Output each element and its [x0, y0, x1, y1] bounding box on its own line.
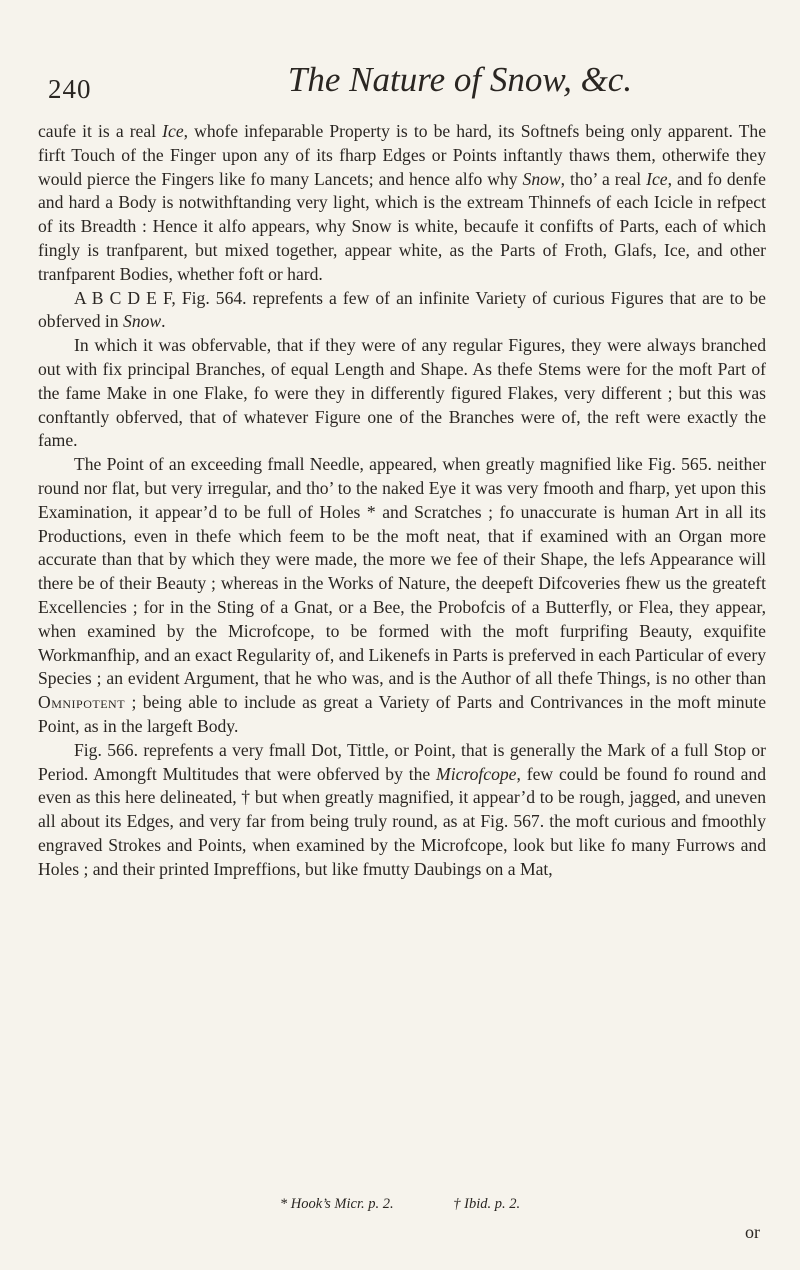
paragraph-3: In which it was obfervable, that if they were of any regular Figures, they were always branched out with fix principal Branches, of equal Length and Shape. As thefe Stems were for the moft Part of the fame Make in one Flake, fo were they in differently figured Flakes, very different ; but this was conftantly obferved, that of whatever Figure one of the Branches were of, the reft were exactly the fame. — [38, 335, 766, 451]
paragraph-5: Fig. 566. reprefents a very fmall Dot, Tittle, or Point, that is generally the Mark of a full Stop or Period. Amongft Multitudes that were obferved by the Microfcope, few could be found fo round and even as this here delineated, † but when greatly magnified, it appear’d to be rough, jagged, and uneven all about its Edges, and very far from being truly round, as at Fig. 567. the moft curious and fmoothly engraved Strokes and Points, when examined by the Microfcope, look but like fo many Furrows and Holes ; and their printed Impreffions, but like fmutty Daubings on a Mat, — [38, 739, 767, 879]
page-header — [40, 60, 760, 116]
italic-term: Ice — [162, 121, 184, 141]
small-caps-term: Omnipotent — [38, 692, 126, 713]
footnotes — [0, 1196, 800, 1213]
italic-term: Microfcope — [436, 763, 517, 784]
paragraph-2: A B C D E F, Fig. 564. reprefents a few of an infinite Variety of curious Figures that are to be obferved in Snow. — [38, 287, 766, 332]
italic-term: Snow — [522, 168, 561, 189]
paragraph-1: caufe it is a real Ice, whofe infeparable Property is to be hard, its Softnefs being only apparent. The firft Touch of the Finger upon any of its fharp Edges or Points inftantly thaws them, otherwife they would pierce the Fingers like fo many Lancets; and hence alfo why Snow, tho’ a real Ice, and fo denfe and hard a Body is notwithftanding very light, which is the extream Thinnefs of each Icicle in refpect of its Breadth : Hence it alfo appears, why Snow is white, becaufe it confifts of Parts, each of which fingly is tranfparent, but mixed together, appear white, as the Parts of Froth, Glafs, Ice, and other tranfparent Bodies, whether foft or hard. — [38, 121, 767, 284]
page-number: 240 — [48, 74, 92, 104]
footnote-1: * Hook’s Micr. p. 2. — [279, 1196, 394, 1212]
italic-term: Ice — [646, 168, 668, 189]
body-text — [38, 120, 766, 882]
paragraph-4: The Point of an exceeding fmall Needle, appeared, when greatly magnified like Fig. 565. neither round nor flat, but very irregular, and tho’ to the naked Eye it was very fmooth and fharp, yet upon this Examination, it appear’d to be full of Holes * and Scratches ; fo unaccurate is human Art in all its Productions, even in thefe which feem to be the moft neat, that if examined with an Organ more accurate than that by which they were made, the more we fee of their Shape, the lefs Appearance will there be of their Beauty ; whereas in the Works of Nature, the deepeft Difcoveries fhew us the greateft Excellencies ; for in the Sting of a Gnat, or a Bee, the Probofcis of a Butterfly, or Flea, they appear, when examined by the Microfcope, to be formed with the moft furprifing Beauty, exquifite Workmanfhip, and an exact Regularity of, and Likenefs in Parts is preferved in each Particular of every Species ; an evident Argument, that he who was, and is the Author of all thefe Things, is no other than Omnipotent ; being able to include as great a Variety of Parts and Contrivances in the moft minute Point, as in the largeft Body. — [38, 454, 766, 736]
footnote-2: † Ibid. p. 2. — [453, 1196, 521, 1212]
catchword: or — [745, 1222, 760, 1242]
running-title: The Nature of Snow, &c. — [287, 60, 633, 99]
italic-term: Snow — [123, 311, 162, 332]
